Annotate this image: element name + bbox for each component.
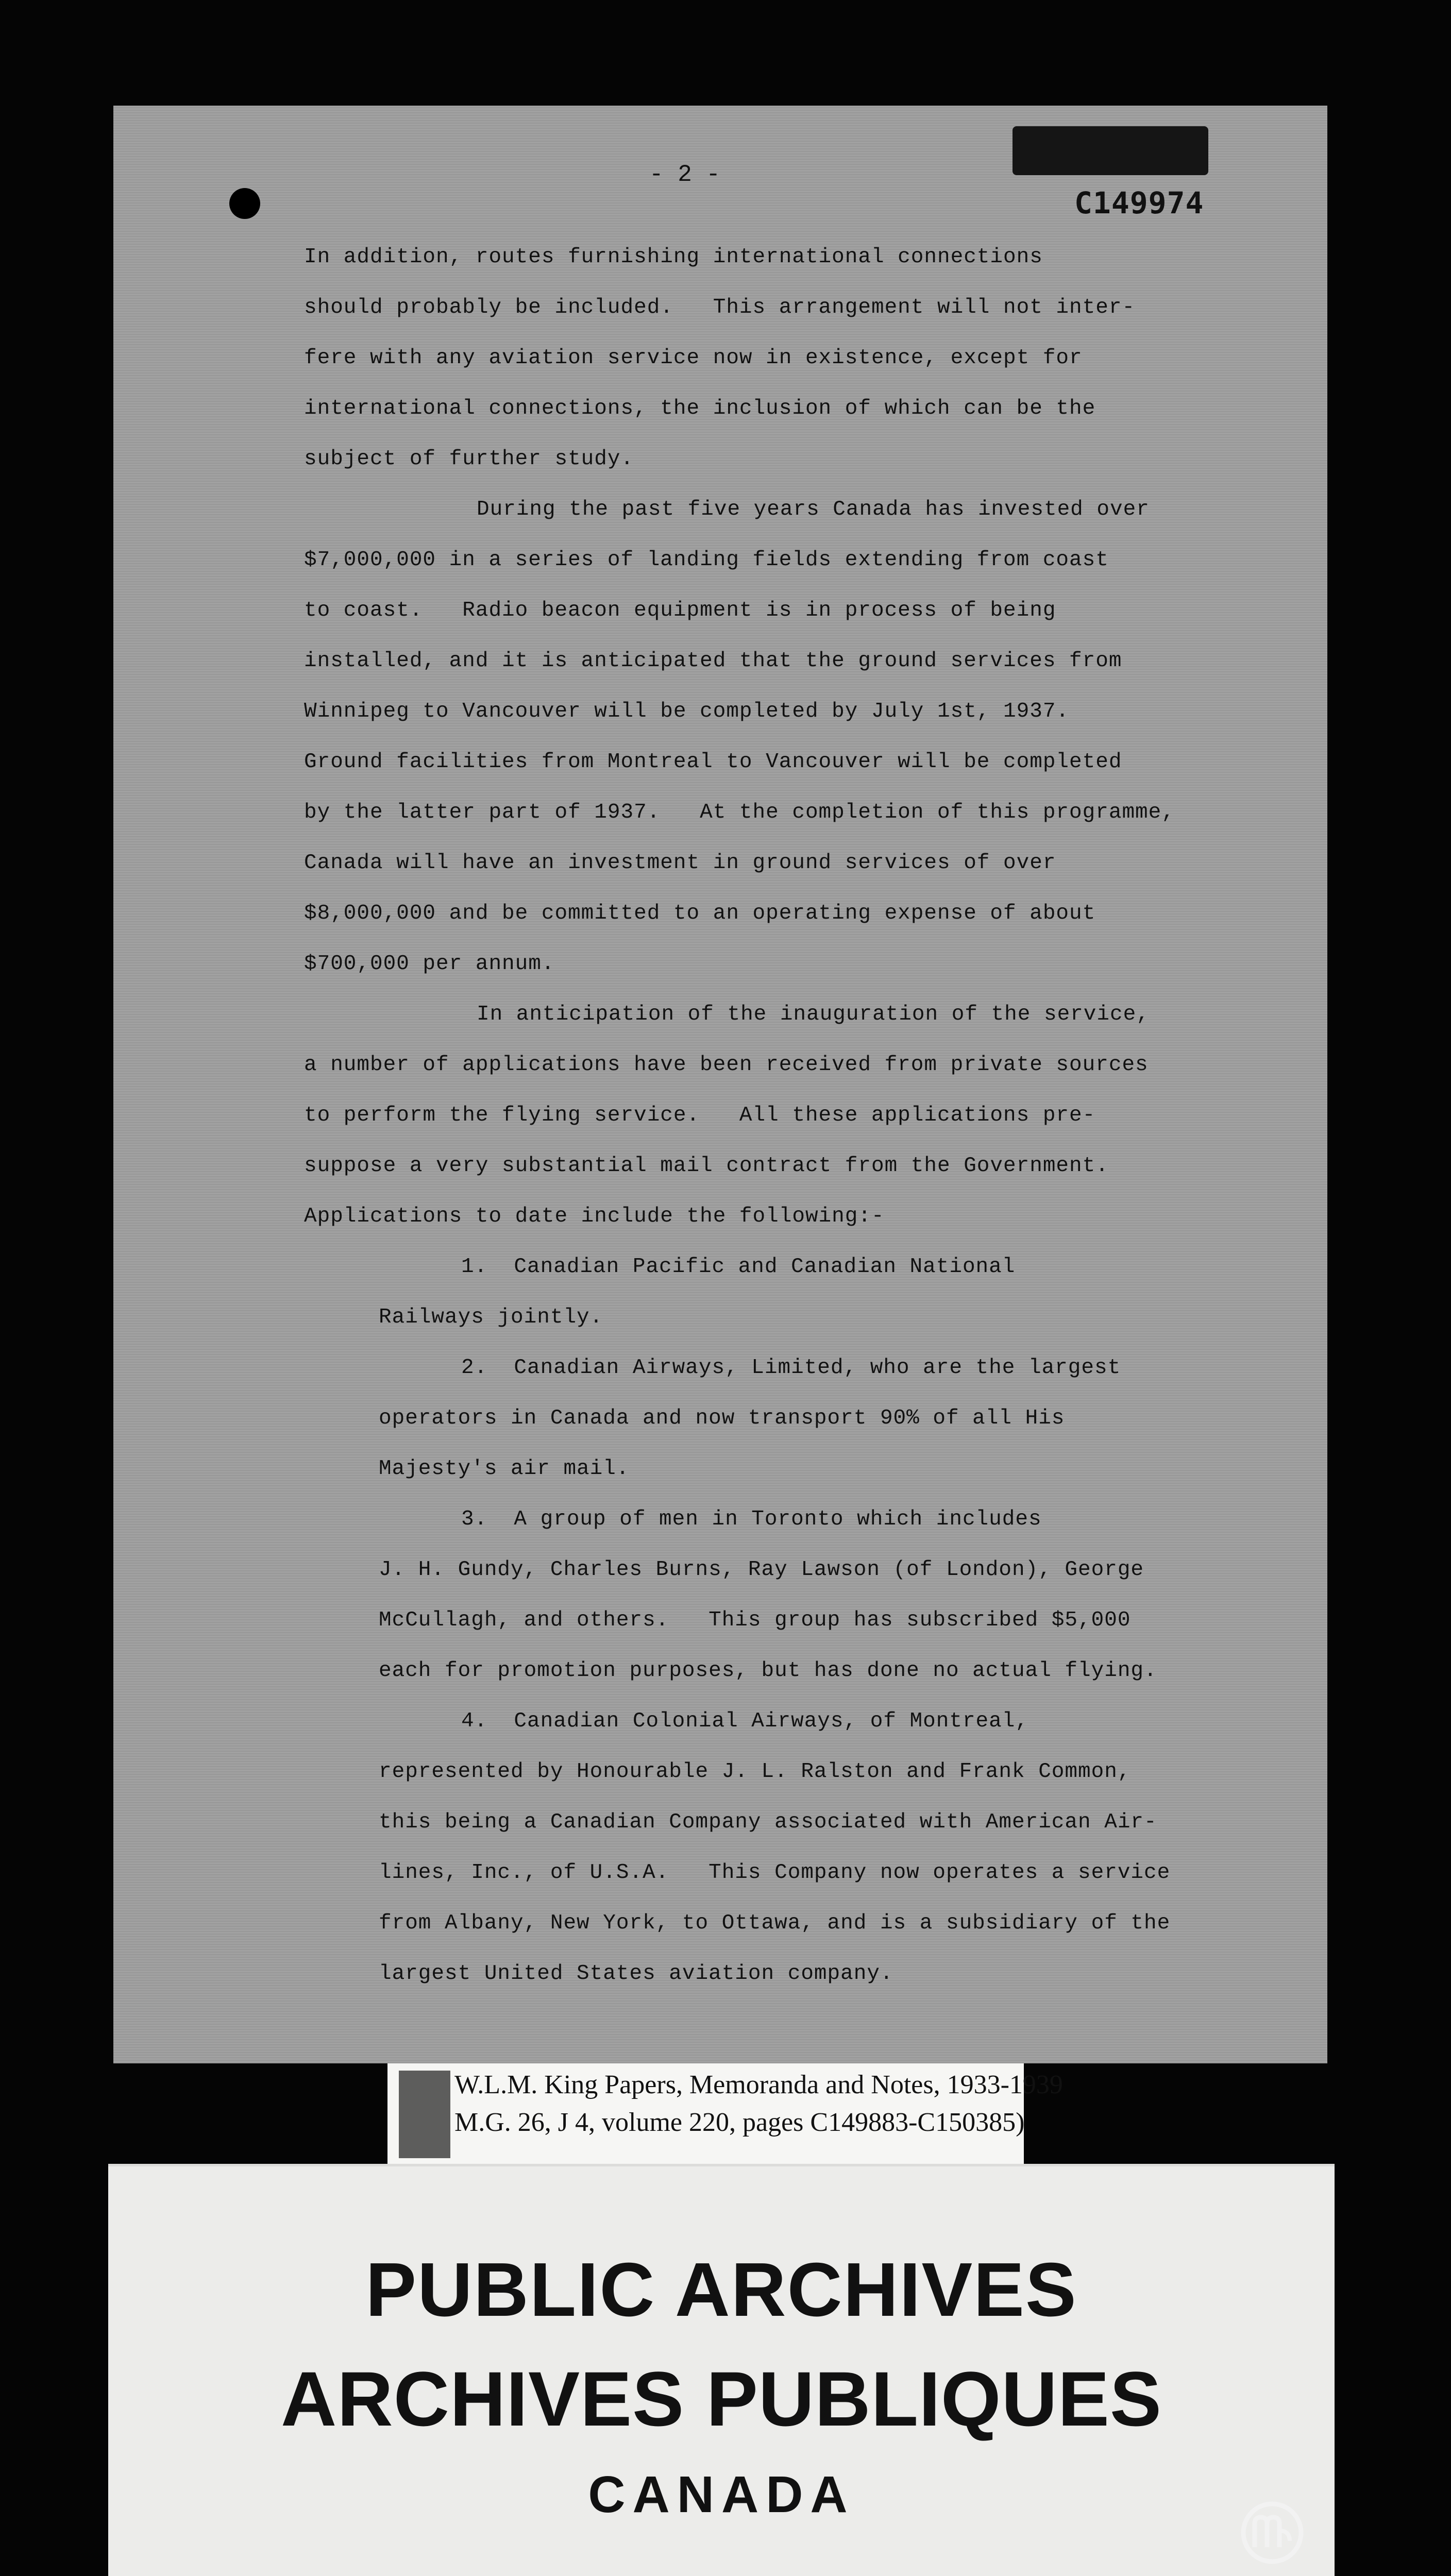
text-line: installed, and it is anticipated that the ground services from xyxy=(304,649,1122,673)
archive-country: CANADA xyxy=(588,2466,855,2523)
text-line: Winnipeg to Vancouver will be completed by July 1st, 1937. xyxy=(304,700,1070,723)
archive-title-en: PUBLIC ARCHIVES xyxy=(365,2247,1077,2332)
text-line: operators in Canada and now transport 90% of all His xyxy=(379,1406,1065,1430)
text-line: Railways jointly. xyxy=(379,1306,603,1329)
text-line: McCullagh, and others. This group has subscribed $5,000 xyxy=(379,1608,1131,1632)
text-line: $7,000,000 in a series of landing fields extending from coast xyxy=(304,548,1109,572)
text-line: suppose a very substantial mail contract from the Government. xyxy=(304,1154,1109,1178)
text-line: J. H. Gundy, Charles Burns, Ray Lawson (of London), George xyxy=(379,1558,1144,1582)
text-line: represented by Honourable J. L. Ralston and Frank Common, xyxy=(379,1760,1131,1784)
text-line: In addition, routes furnishing international connections xyxy=(304,245,1043,269)
text-line: to perform the flying service. All these applications pre- xyxy=(304,1104,1096,1127)
punch-hole xyxy=(229,188,260,219)
text-line: Majesty's air mail. xyxy=(379,1457,630,1481)
reference-number: C149974 xyxy=(1074,185,1204,221)
citation-line: M.G. 26, J 4, volume 220, pages C149883-C150385) xyxy=(454,2108,1025,2137)
text-line: largest United States aviation company. xyxy=(379,1962,893,1986)
text-line: fere with any aviation service now in existence, except for xyxy=(304,346,1083,370)
text-line: $8,000,000 and be committed to an operating expense of about xyxy=(304,902,1096,925)
text-line: should probably be included. This arrangement will not inter- xyxy=(304,296,1136,319)
archive-title-fr: ARCHIVES PUBLIQUES xyxy=(281,2355,1162,2442)
ink-smudge xyxy=(399,2071,450,2158)
list-item: 4. Canadian Colonial Airways, of Montreal, xyxy=(461,1709,1028,1733)
document-page xyxy=(113,106,1327,2063)
citation-label xyxy=(387,2063,1063,2172)
archive-card xyxy=(108,2166,1335,2576)
text-line: In anticipation of the inauguration of the service, xyxy=(477,1003,1150,1026)
text-line: to coast. Radio beacon equipment is in process of being xyxy=(304,599,1056,622)
text-line: During the past five years Canada has invested over xyxy=(477,498,1150,521)
text-line: this being a Canadian Company associated with American Air- xyxy=(379,1810,1157,1834)
text-line: each for promotion purposes, but has done no actual flying. xyxy=(379,1659,1157,1683)
list-item: 2. Canadian Airways, Limited, who are the largest xyxy=(461,1356,1121,1380)
citation-line: W.L.M. King Papers, Memoranda and Notes, 1933-1939 xyxy=(454,2070,1063,2099)
microfilm-logo-icon xyxy=(1239,2500,1305,2566)
text-line: by the latter part of 1937. At the completion of this programme, xyxy=(304,801,1175,824)
page-number: - 2 - xyxy=(649,161,721,188)
text-line: lines, Inc., of U.S.A. This Company now operates a service xyxy=(379,1861,1171,1885)
text-line: Canada will have an investment in ground services of over xyxy=(304,851,1056,875)
text-line: Applications to date include the following:- xyxy=(304,1205,885,1228)
ink-stamp xyxy=(1013,126,1208,175)
text-line: subject of further study. xyxy=(304,447,634,471)
list-item: 3. A group of men in Toronto which includes xyxy=(461,1507,1042,1531)
typed-text xyxy=(304,232,1293,1999)
text-line: from Albany, New York, to Ottawa, and is a subsidiary of the xyxy=(379,1911,1171,1935)
text-line: international connections, the inclusion of which can be the xyxy=(304,397,1096,420)
text-line: Ground facilities from Montreal to Vancouver will be completed xyxy=(304,750,1122,774)
text-line: a number of applications have been received from private sources xyxy=(304,1053,1149,1077)
text-line: $700,000 per annum. xyxy=(304,952,555,976)
list-item: 1. Canadian Pacific and Canadian National xyxy=(461,1255,1016,1279)
